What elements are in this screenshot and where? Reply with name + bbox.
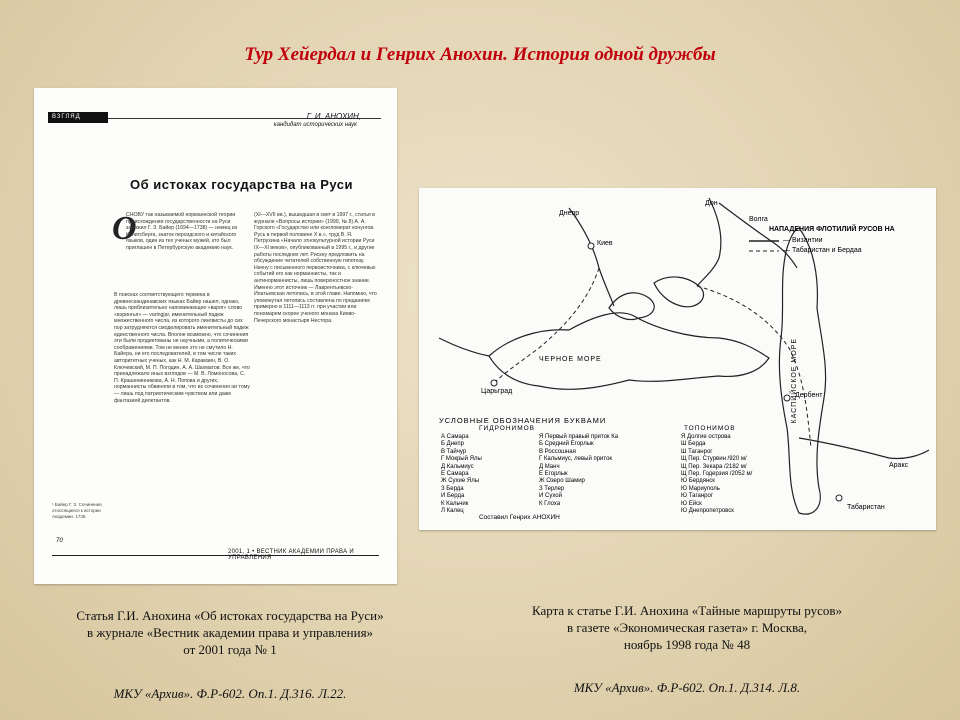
rubric-label: ВЗГЛЯД — [48, 112, 108, 123]
legend-tabaristan: — Табаристан и Бердаа — [783, 247, 862, 254]
legend-entry: Я Первый правый приток Ка — [539, 434, 619, 440]
legend-entry: Е Егорлык — [539, 471, 568, 478]
legend-entry: Щ Пер. Зекара /2182 м/ — [681, 463, 747, 470]
legend-column-3 — [681, 434, 752, 515]
legend-entry: Ю Мариуполь — [681, 485, 720, 492]
legend-entry: Ж Озеро Шамир — [539, 478, 585, 485]
legend-entry: Л Калец — [441, 508, 464, 515]
archive-ref-map: МКУ «Архив». Ф.Р-602. Оп.1. Д.314. Л.8. — [573, 680, 801, 695]
city-marker-derbent — [784, 395, 790, 401]
azov-coastline — [654, 277, 704, 307]
caption-article-line-1: Статья Г.И. Анохина «Об истоках государства на Руси» — [76, 608, 384, 623]
city-marker-tsargrad — [491, 380, 497, 386]
legend-entry: Б Днепр — [441, 441, 464, 448]
map-legend-title: НАПАДЕНИЯ ФЛОТИЛИЙ РУСОВ НА — [769, 226, 895, 233]
legend-heading: УСЛОВНЫЕ ОБОЗНАЧЕНИЯ БУКВАМИ — [439, 416, 607, 425]
black-sea-coastline — [489, 313, 769, 390]
city-marker-kiev — [588, 243, 594, 249]
label-black-sea: ЧЕРНОЕ МОРЕ — [539, 356, 602, 363]
legend-entry: Б Средний Егорлык — [539, 441, 594, 448]
label-derbent: Дербент — [795, 392, 823, 399]
legend-entry: Ю Ейск — [681, 500, 702, 507]
caption-article-line-2: в журнале «Вестник академии права и управления» — [86, 625, 374, 640]
article-column-b: В поисках соответствующего термина в древнескандинавских языках Байер нашел, однако, лишь приблизительно напоминающее «варяг» слово «вэрингья» — varingjar, именительный падеж множественного числа, из которого лингвисты до сих пор затрудняются смоделировать именительный падеж единственного числа. Вполне возможно, что сочинения эти были продиктованы не научными, а политическими соображениями. Том не менее это не смутило Н. Байера, ни его последователей, в том числе таких авторитетных ученых, как Н. М. Карамзин, В. О. Ключевский, М. П. Погодин, А. А. Шахматов. Все же, что принадлежало иных взглядов — М. В. Ломоносова, С. П. Крашенинникова, А. Н. Попова и других, норманнисты обвиняли в том, что их сочинения ни тому — лишь под патриотическим чувством или даже фантазией дилетантов. — [114, 292, 250, 404]
legend-entry: К Глоха — [539, 500, 561, 507]
legend-byzantium: — Византии — [783, 237, 823, 244]
legend-entry: Щ Пер. Годерзия /2052 м/ — [681, 471, 753, 478]
legend-entry: Г Мокрый Ялы — [441, 456, 482, 463]
caption-map-line-2: в газете «Экономическая газета» г. Москва, — [566, 620, 808, 635]
caption-article-line-3: от 2001 года № 1 — [183, 642, 277, 657]
legend-entry: В Россошная — [539, 448, 576, 455]
legend-entry: В Тайчур — [441, 448, 467, 455]
river-danube — [439, 338, 489, 356]
river-dnieper — [569, 208, 614, 306]
caption-article — [20, 607, 440, 658]
river-kura — [799, 438, 929, 459]
article-title: Об истоках государства на Руси — [130, 177, 354, 192]
map-drawing — [419, 188, 936, 530]
legend-entry: Е Самара — [441, 471, 469, 478]
legend-entry: З Терлер — [539, 485, 565, 492]
legend-hydronyms-heading: ГИДРОНИМОВ — [479, 425, 536, 432]
label-dnieper: Днепр — [559, 210, 580, 217]
label-kiev: Киев — [597, 240, 613, 247]
legend-entry: И Берда — [441, 493, 465, 500]
legend-column-2 — [539, 434, 618, 508]
article-page-image — [34, 88, 397, 584]
legend-entry: З Берда — [441, 485, 464, 492]
city-marker-tabaristan — [836, 495, 842, 501]
caption-map — [462, 602, 912, 653]
legend-entry: Ю Днепропетровск — [681, 508, 734, 515]
legend-entry: Ю Таганрог — [681, 493, 714, 500]
route-byzantium — [494, 268, 599, 383]
article-journal-footer: 2001, 1 • ВЕСТНИК АКАДЕМИИ ПРАВА И УПРАВЛЕНИЯ — [228, 549, 355, 561]
article-author: Г. И. АНОХИН, — [306, 112, 361, 121]
label-don: Дон — [705, 200, 718, 207]
legend-column-1 — [441, 434, 482, 515]
legend-entry: Ю Бердянск — [681, 478, 715, 485]
article-column-c: (XI—XVII вв.), вышедшая в свет в 1997 г., статья в журнале «Вопросы истории» (1999, № 8) А. А. Горского «Государство или конгломерат конунгов. Русь в первой половине X в.», труд В. Я. Петрухина «Начало этнокультурной истории Руси IX—XI веков», опубликованный в 1995 г., и другие работы последних лет. Рискну предложить на обсуждение читателей собственную гипотезу. Начну с письменного первоисточника, с ключевых событий его как норманнисты, так и антинорманнисты, лишь поверхностное знание. Именно этот источник — Лаврентьевско-Ипатьевская летопись, в этой главе. Напомню, что упомянутая летопись составлена по преданиям примерно в 1111—1113 гг. при участии или пономарем скорее ученого монаха Киево-Печерского монастыря Нестора. — [254, 212, 377, 324]
article-footnote: ¹ Байер Г. З. Сочинения, относящиеся к истории Академии. 1735. — [52, 502, 103, 519]
legend-entry: Д Манч — [539, 463, 560, 470]
legend-toponyms-heading: ТОПОНИМОВ — [684, 425, 736, 432]
legend-entry: Щ Пер. Стурвин /920 м/ — [681, 456, 747, 463]
legend-entry: Ш Берда — [681, 441, 706, 448]
legend-entry: Ж Сухие Ялы — [441, 478, 480, 485]
slide-title: Тур Хейердал и Генрих Анохин. История одной дружбы — [244, 44, 716, 65]
caspian-coastline — [779, 228, 825, 514]
label-caspian-sea: КАСПИЙСКОЕ МОРЕ — [791, 338, 798, 424]
river-don — [697, 198, 721, 286]
label-tabaristan: Табаристан — [847, 504, 885, 511]
legend-author: Составил Генрих АНОХИН — [479, 514, 560, 521]
legend-entry: К Кальчик — [441, 500, 469, 507]
legend-entry: Я Долгие острова — [681, 434, 731, 440]
archive-ref-article: МКУ «Архив». Ф.Р-602. Оп.1. Д.316. Л.22. — [113, 686, 347, 701]
article-column-a: СНОВУ так называемой норманнской теории происхождения государственности на Руси заложил Г. З. Байер (1694—1738) — немец из Кёнигсберга, знаток персидского и китайского языков, один из тех ученых мужей, кто был приглашен в Петербургскую академию наук. — [126, 212, 238, 251]
legend-entry: И Сухой — [539, 493, 562, 500]
caption-map-line-1: Карта к статье Г.И. Анохина «Тайные маршруты русов» — [531, 603, 843, 618]
legend-entry: Д Кальмиус — [441, 463, 474, 470]
article-dropcap: О — [112, 210, 137, 247]
article-page-number: 70 — [56, 538, 63, 544]
article-author-degree: кандидат исторических наук — [273, 122, 357, 128]
legend-entry: А Самара — [441, 434, 469, 440]
legend-entry: Г Кальмиус, левый приток — [539, 456, 613, 463]
caption-map-line-3: ноябрь 1998 года № 48 — [623, 637, 751, 652]
map-image — [419, 188, 936, 530]
label-tsargrad: Царьград — [481, 388, 513, 395]
label-volga: Волга — [749, 216, 768, 223]
label-araks: Аракс — [889, 462, 909, 469]
legend-entry: Ш Таганрог — [681, 448, 713, 455]
